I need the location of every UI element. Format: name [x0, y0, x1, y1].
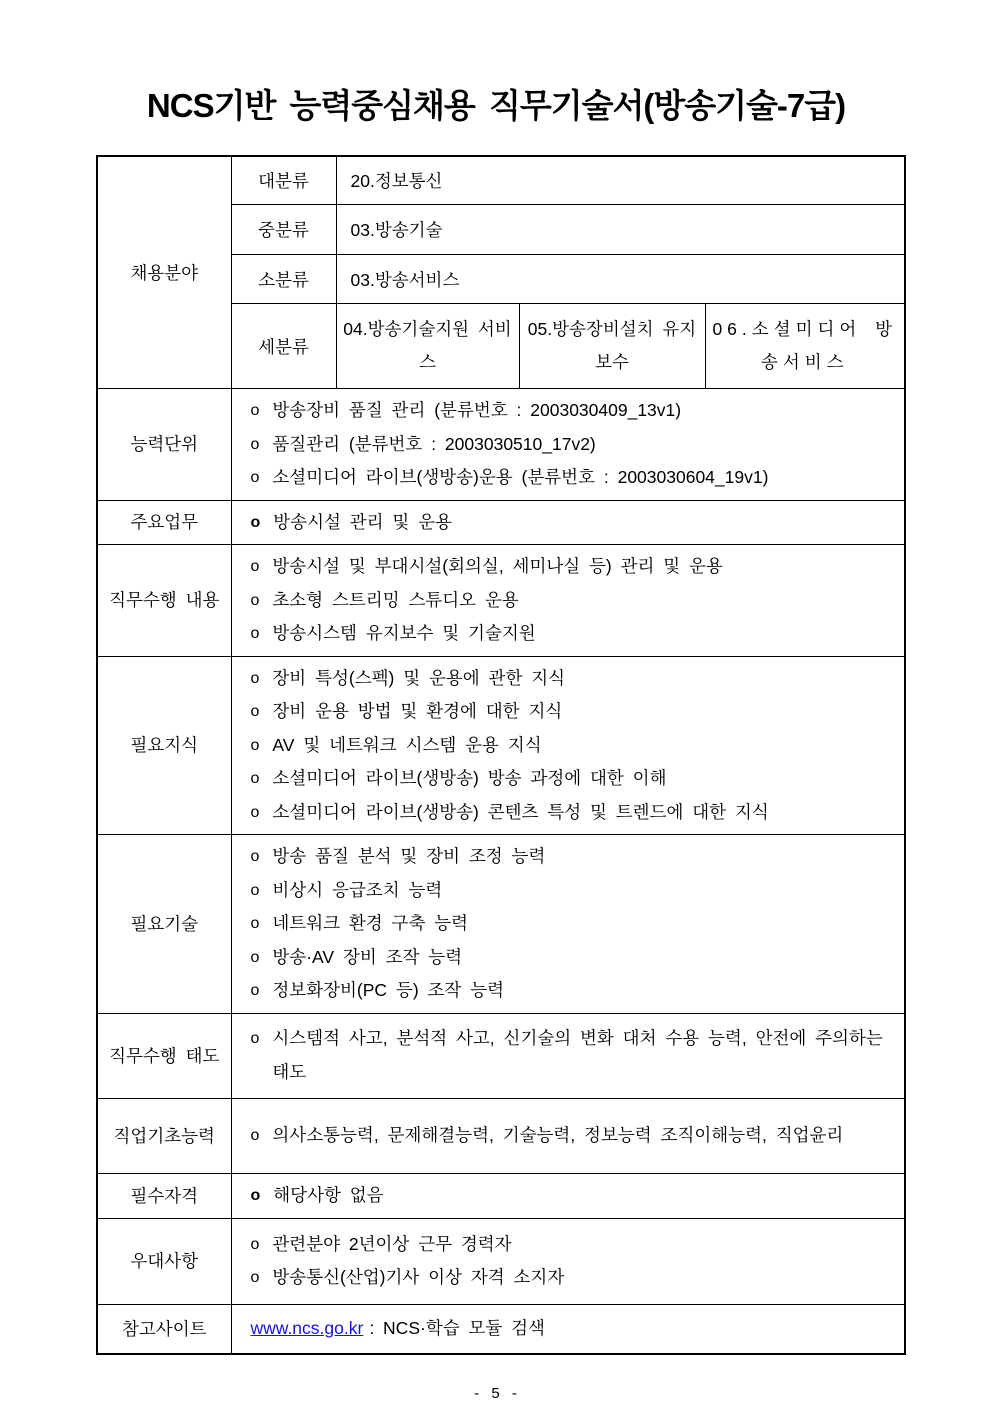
cell-required-license-items [231, 1173, 905, 1218]
job-description-table [96, 155, 906, 1355]
bullet-text: 소셜미디어 라이브(생방송) 방송 과정에 대한 이해 [272, 768, 667, 788]
bullet-text: AV 및 네트워크 시스템 운용 지식 [272, 734, 542, 755]
bullet-text: 시스템적 사고, 분석적 사고, 신기술의 변화 대처 수용 능력, 안전에 주의하는 태도 [272, 1028, 883, 1082]
bullet-item [251, 729, 895, 763]
bullet-item [251, 874, 895, 908]
cell-label-preferred: 우대사항 [97, 1218, 231, 1304]
bullet-marker: o [250, 1126, 260, 1144]
bullet-item [251, 907, 895, 941]
cell-label-required-license: 필수자격 [97, 1173, 231, 1218]
bullet-marker: o [250, 1186, 261, 1204]
bullet-marker: o [250, 1030, 260, 1047]
cell-label-competency-unit: 능력단위 [97, 389, 231, 501]
bullet-marker: o [250, 591, 260, 609]
cell-main-duty-items [231, 500, 905, 545]
bullet-marker: o [250, 402, 260, 419]
bullet-marker: o [250, 703, 260, 720]
cell-sublabel-middle: 중분류 [231, 205, 336, 255]
bullet-text: 장비 운용 방법 및 환경에 대한 지식 [272, 701, 563, 721]
bullet-item [251, 1119, 895, 1153]
row-required-license [97, 1173, 905, 1218]
cell-sublabel-minor: 소분류 [231, 255, 336, 304]
row-competency-unit [97, 389, 905, 501]
bullet-item [251, 662, 895, 696]
page-number: - 5 - [474, 1384, 518, 1402]
bullet-item [251, 974, 895, 1008]
cell-basic-competency-items [231, 1098, 905, 1173]
row-reference-site [97, 1304, 905, 1354]
bullet-item [251, 394, 895, 428]
row-basic-competency [97, 1098, 905, 1173]
cell-label-job-content: 직무수행 내용 [97, 545, 231, 657]
cell-competency-unit-items [231, 389, 905, 501]
cell-knowledge-items [231, 656, 905, 835]
bullet-item [251, 941, 895, 975]
bullet-text: 장비 특성(스펙) 및 운용에 관한 지식 [272, 667, 566, 688]
bullet-item [251, 796, 895, 830]
bullet-text: 방송·AV 장비 조작 능력 [272, 946, 463, 967]
cell-detail-value-1: 04.방송기술지원 서비스 [336, 304, 519, 389]
bullet-text: 품질관리 (분류번호 : 2003030510_17v2) [272, 433, 596, 454]
bullet-marker: o [250, 948, 260, 966]
bullet-text: 관련분야 2년이상 근무 경력자 [272, 1233, 512, 1254]
bullet-marker: o [250, 1235, 260, 1253]
bullet-text: 소셜미디어 라이브(생방송) 콘텐츠 특성 및 트렌드에 대한 지식 [272, 801, 769, 822]
bullet-marker: o [250, 1269, 260, 1286]
cell-label-basic-competency: 직업기초능력 [97, 1098, 231, 1173]
bullet-text: 비상시 응급조치 능력 [272, 879, 443, 900]
bullet-text: 의사소통능력, 문제해결능력, 기술능력, 정보능력 조직이해능력, 직업윤리 [272, 1124, 844, 1145]
bullet-item [251, 840, 895, 874]
cell-label-knowledge: 필요지식 [97, 656, 231, 835]
bullet-item [251, 1179, 895, 1213]
bullet-text: 방송장비 품질 관리 (분류번호 : 2003030409_13v1) [272, 400, 682, 420]
ncs-site-link[interactable]: www.ncs.go.kr [250, 1317, 364, 1338]
bullet-item [251, 1261, 895, 1295]
bullet-marker: o [250, 435, 260, 453]
bullet-marker: o [250, 558, 260, 575]
bullet-marker: o [250, 736, 260, 754]
cell-value-middle: 03.방송기술 [336, 205, 905, 255]
bullet-text: 소셜미디어 라이브(생방송)운용 (분류번호 : 2003030604_19v1) [272, 467, 769, 487]
row-preferred [97, 1218, 905, 1304]
bullet-text: 방송시스템 유지보수 및 기술지원 [272, 623, 536, 643]
bullet-item [251, 428, 895, 462]
page-title: NCS기반 능력중심채용 직무기술서(방송기술-7급) [146, 87, 846, 124]
cell-label-reference-site: 참고사이트 [97, 1304, 231, 1354]
bullet-text: 해당사항 없음 [273, 1184, 384, 1205]
bullet-item [251, 695, 895, 729]
cell-reference-site-value [231, 1304, 905, 1354]
cell-value-minor: 03.방송서비스 [336, 255, 905, 304]
bullet-marker: o [250, 513, 261, 531]
bullet-text: 초소형 스트리밍 스튜디오 운용 [272, 589, 519, 610]
bullet-marker: o [250, 770, 260, 787]
cell-sublabel-major: 대분류 [231, 156, 336, 205]
bullet-marker: o [250, 803, 260, 821]
bullet-text: 방송시설 관리 및 운용 [273, 511, 453, 532]
cell-label-skills: 필요기술 [97, 835, 231, 1014]
cell-detail-value-3: 06.소셜미디어 방송서비스 [705, 304, 905, 389]
bullet-text: 방송시설 및 부대시설(회의실, 세미나실 등) 관리 및 운용 [272, 556, 723, 576]
bullet-item [251, 461, 895, 495]
bullet-marker: o [250, 881, 260, 899]
row-main-duty [97, 500, 905, 545]
bullet-item [251, 617, 895, 651]
cell-skills-items [231, 835, 905, 1014]
reference-description: : NCS·학습 모듈 검색 [369, 1317, 545, 1338]
bullet-marker: o [250, 469, 260, 486]
reference-line [251, 1312, 895, 1346]
cell-label-main-duty: 주요업무 [97, 500, 231, 545]
bullet-item [251, 1022, 895, 1089]
row-attitude [97, 1013, 905, 1098]
bullet-text: 방송통신(산업)기사 이상 자격 소지자 [272, 1267, 565, 1287]
bullet-marker: o [250, 848, 260, 865]
bullet-item [251, 1228, 895, 1262]
bullet-marker: o [250, 982, 260, 999]
row-recruit-major [97, 156, 905, 205]
cell-job-content-items [231, 545, 905, 657]
row-skills [97, 835, 905, 1014]
cell-label-recruit-field: 채용분야 [97, 156, 231, 389]
bullet-marker: o [250, 915, 260, 932]
bullet-text: 정보화장비(PC 등) 조작 능력 [272, 980, 505, 1000]
row-knowledge [97, 656, 905, 835]
cell-value-major: 20.정보통신 [336, 156, 905, 205]
cell-sublabel-detail: 세분류 [231, 304, 336, 389]
cell-preferred-items [231, 1218, 905, 1304]
bullet-item [251, 584, 895, 618]
cell-attitude-items [231, 1013, 905, 1098]
row-job-content [97, 545, 905, 657]
bullet-item [251, 550, 895, 584]
bullet-text: 네트워크 환경 구축 능력 [272, 913, 469, 933]
bullet-item [251, 506, 895, 540]
bullet-marker: o [250, 669, 260, 687]
bullet-marker: o [250, 625, 260, 642]
bullet-item [251, 762, 895, 796]
bullet-text: 방송 품질 분석 및 장비 조정 능력 [272, 846, 546, 866]
cell-label-attitude: 직무수행 태도 [97, 1013, 231, 1098]
cell-detail-value-2: 05.방송장비설치 유지보수 [519, 304, 705, 389]
